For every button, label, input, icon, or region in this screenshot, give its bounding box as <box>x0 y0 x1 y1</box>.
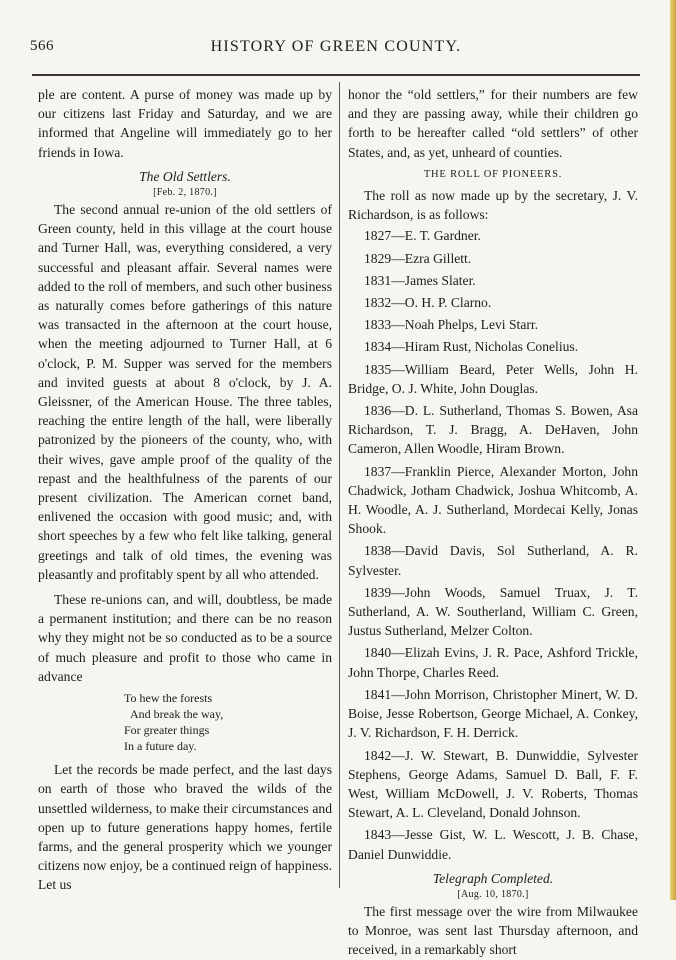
roll-intro: The roll as now made up by the secretary, J. V. Richardson, is as follows: <box>348 188 638 223</box>
roll-entry: 1829—Ezra Gillett. <box>364 250 472 266</box>
right-column <box>348 85 638 960</box>
section-date: [Feb. 2, 1870.] <box>153 187 217 199</box>
header-rule <box>32 74 640 76</box>
poem-line: In a future day. <box>124 739 197 754</box>
roll-entry: 1831—James Slater. <box>364 272 476 288</box>
poem-line: And break the way, <box>130 707 224 722</box>
roll-entry: 1839—John Woods, Samuel Truax, J. T. Sutherland, A. W. Southerland, William C. Green, Justus Sutherland, Melzer Colton. <box>348 584 638 639</box>
left-column <box>38 85 332 895</box>
roll-entry: 1827—E. T. Gardner. <box>364 228 481 244</box>
roll-entry: 1840—Elizah Evins, J. R. Pace, Ashford Trickle, John Thorpe, Charles Reed. <box>348 645 638 680</box>
poem-line: To hew the forests <box>124 691 213 706</box>
roll-entry: 1838—David Davis, Sol Sutherland, A. R. Sylvester. <box>348 543 638 578</box>
roll-entry: 1832—O. H. P. Clarno. <box>364 295 492 311</box>
roll-entry: 1842—J. W. Stewart, B. Dunwiddie, Sylvester Stephens, George Adams, Samuel D. Ball, F. F. West, William McDowell, J. V. Roberts, Thomas Stewart, A. L. Cleveland, Donald Johnson. <box>348 747 638 821</box>
roll-entry: 1841—John Morrison, Christopher Minert, W. D. Boise, Jesse Robertson, George Michael, A. Conkey, J. V. Richardson, F. H. Derrick. <box>348 686 638 741</box>
roll-entry: 1836—D. L. Sutherland, Thomas S. Bowen, Asa Richardson, T. J. Bragg, A. DeHaven, John Cameron, Allen Woodle, Hiram Brown. <box>348 403 638 457</box>
section-title: The Old Settlers. <box>139 168 231 184</box>
page-edge-binding <box>670 0 676 900</box>
roll-entry: 1834—Hiram Rust, Nicholas Conelius. <box>364 339 579 355</box>
poem-line: For greater things <box>124 723 210 738</box>
column-divider <box>339 82 340 888</box>
roll-entry: 1833—Noah Phelps, Levi Starr. <box>364 317 539 333</box>
reunion-paragraph: The second annual re-union of the old settlers of Green county, held in this village at the court house and Turner Hall, was, everything considered, a very successful and pleasant affair. Several names were added to the roll of members, and such other business as naturally comes before gatherings of this nature was transacted in the afternoon at the court house, when the meeting adjourned to Turner Hall, at 6 o'clock, P. M. Supper was served for the members and invited guests at about 8 o'clock, by J. A. Gleissner, of the American House. The three tables, reaching the entire length of the hall, were liberally patronized by the pioneers of the county, who, with their wives, gave ample proof of the quality of the repast and the healthfulness of the parents of our present civilization. The American cornet band, enlivened the occasion with good music; and, with short speeches by a few who felt like talking, general greetings and talk of old times, the evening was pleasantly and profitably spent by all who attended. <box>38 202 332 582</box>
telegraph-paragraph: The first message over the wire from Milwaukee to Monroe, was sent last Thursday afternoon, and received, in a remarkably short <box>348 903 638 958</box>
opening-paragraph: ple are content. A purse of money was made up by our citizens last Friday and Saturday, and we are informed that Angeline will immediately go to her friends in Iowa. <box>38 87 332 160</box>
page-number: 566 <box>30 38 54 54</box>
poem <box>124 690 332 754</box>
continuation-paragraph: honor the “old settlers,” for their numbers are few and they are passing away, while their children go forth to be hereafter called “old settlers” of other States, and, as yet, unheard of counties. <box>348 87 638 160</box>
roll-list <box>348 226 638 863</box>
closing-paragraph: Let the records be made perfect, and the last days on earth of those who braved the wilds of the unsettled wilderness, to make their circumstances and open up to future generations happy homes, fertile farms, and the general prosperity which we younger citizens now enjoy, be a continued reign of happiness. Let us <box>38 762 332 893</box>
institution-paragraph: These re-unions can, and will, doubtless, be made a permanent institution; and there can be no reason why they might not be so conducted as to be a source of much pleasure and profit to those who came in advance <box>38 592 332 684</box>
roll-heading: THE ROLL OF PIONEERS. <box>423 168 563 180</box>
telegraph-title: Telegraph Completed. <box>432 870 554 886</box>
roll-entry: 1835—William Beard, Peter Wells, John H. Bridge, O. J. White, John Douglas. <box>348 361 638 396</box>
telegraph-date: [Aug. 10, 1870.] <box>457 888 529 900</box>
roll-entry: 1837—Franklin Pierce, Alexander Morton, John Chadwick, Jotham Chadwick, Joshua Whitcomb, A. H. Woodle, A. J. Sutherland, Mordecai Kelly, Jonas Shook. <box>348 463 638 537</box>
page-header <box>30 38 642 62</box>
running-title: HISTORY OF GREEN COUNTY. <box>210 38 462 55</box>
roll-entry: 1843—Jesse Gist, W. L. Wescott, J. B. Chase, Daniel Dunwiddie. <box>348 827 638 862</box>
